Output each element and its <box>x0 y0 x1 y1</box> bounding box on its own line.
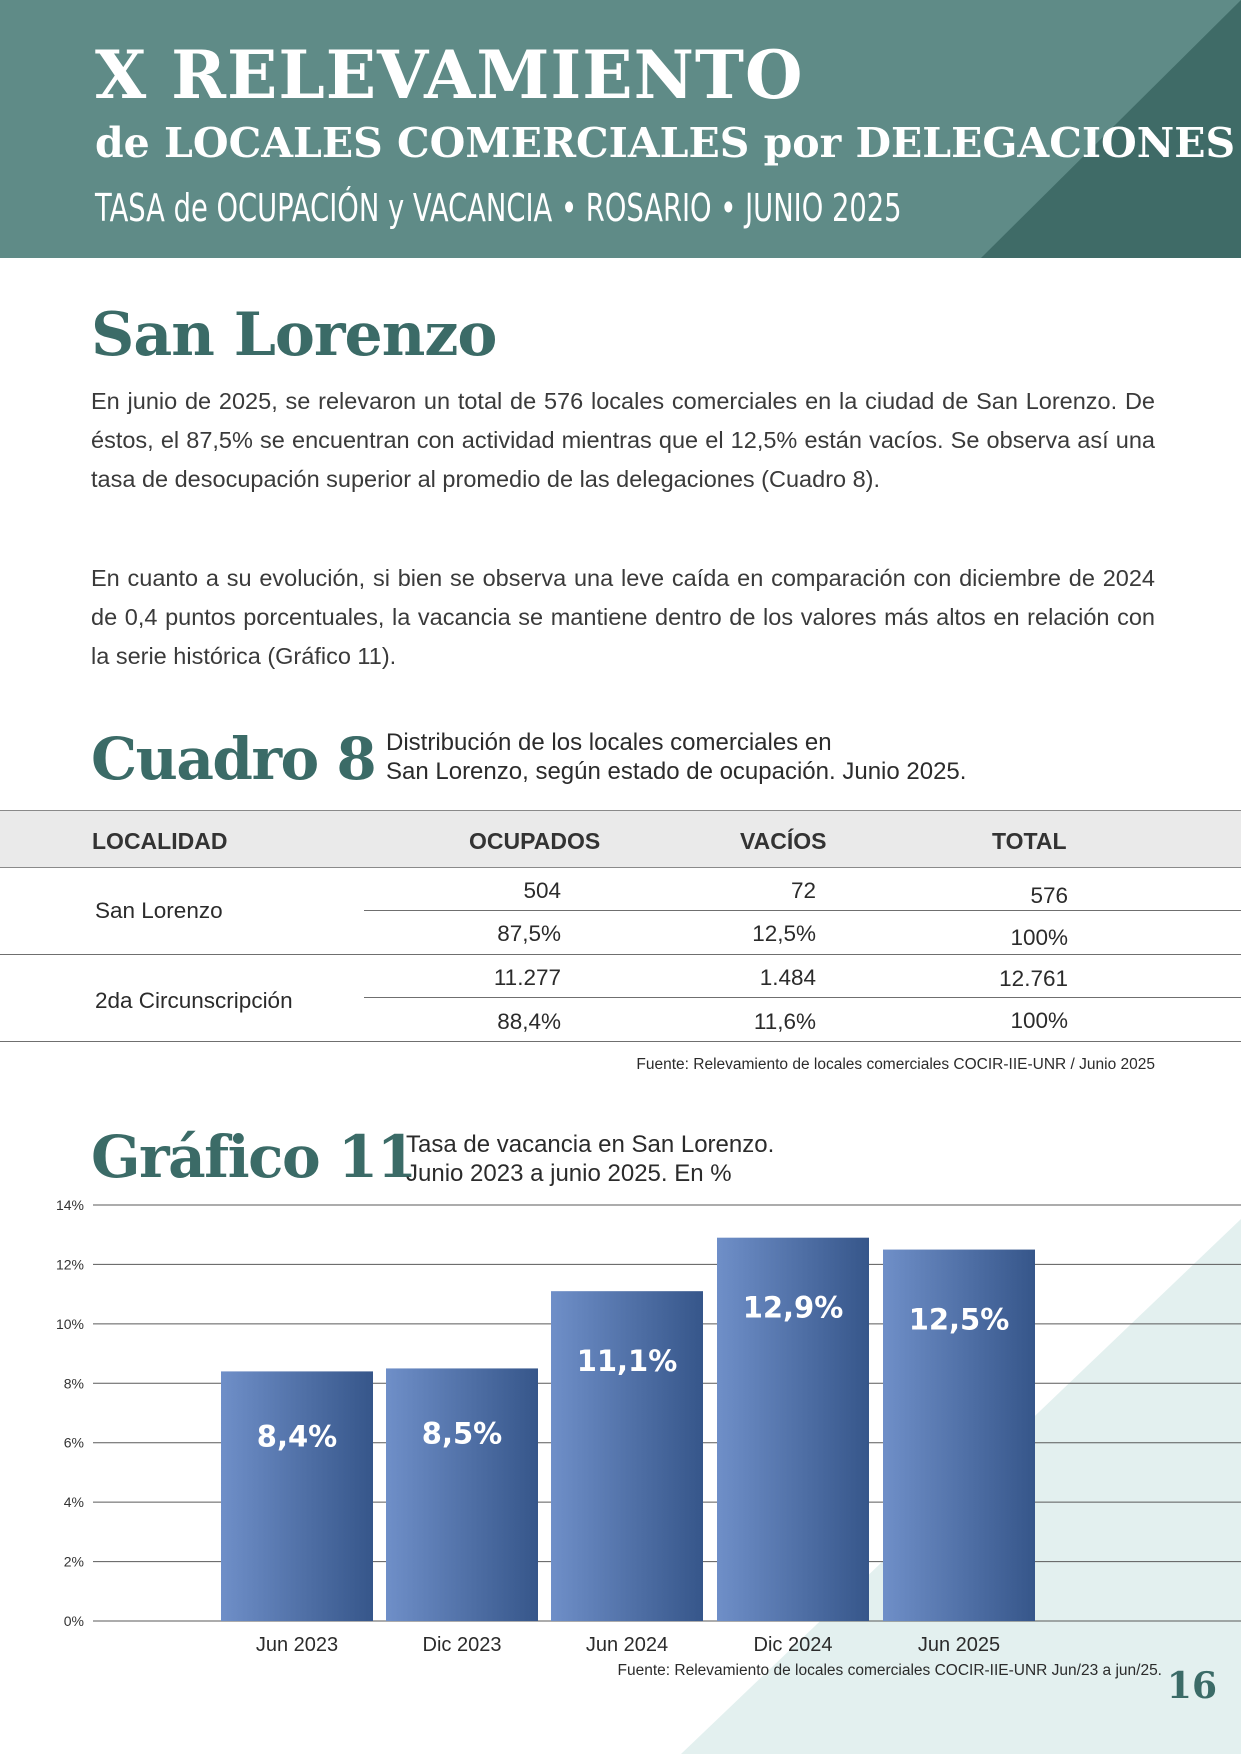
x-tick-label: Jun 2024 <box>585 1634 669 1656</box>
report-subtitle: de LOCALES COMERCIALES por DELEGACIONES <box>95 119 1236 167</box>
cell-ocupados-abs: 11.277 <box>493 965 561 990</box>
cell-vacios-abs: 72 <box>790 878 816 903</box>
cell-total-abs: 12.761 <box>999 966 1068 991</box>
row-separator <box>0 954 1241 955</box>
y-tick-label: 2% <box>63 1553 84 1570</box>
y-tick-label: 6% <box>63 1434 84 1451</box>
y-tick-label: 8% <box>63 1375 84 1392</box>
bar <box>221 1371 373 1621</box>
x-tick-label: Dic 2024 <box>753 1634 833 1656</box>
cell-total-pct: 100% <box>1010 1008 1068 1033</box>
header-band <box>0 0 1241 258</box>
vacancy-bar-chart <box>0 1190 1241 1670</box>
table-source: Fuente: Relevamiento de locales comerciales COCIR-IIE-UNR / Junio 2025 <box>636 1056 1155 1073</box>
col-header-total: TOTAL <box>992 828 1067 854</box>
cell-vacios-pct: 11,6% <box>753 1009 816 1034</box>
cell-total-abs: 576 <box>1030 883 1068 908</box>
cell-vacios-pct: 12,5% <box>752 921 816 946</box>
x-tick-label: Dic 2023 <box>422 1634 502 1656</box>
cell-ocupados-pct: 87,5% <box>497 921 561 946</box>
cell-vacios-abs: 1.484 <box>759 965 816 990</box>
chart-description-line2: Junio 2023 a junio 2025. En % <box>406 1160 732 1187</box>
table-description-line2: San Lorenzo, según estado de ocupación. Junio 2025. <box>386 758 967 785</box>
row-divider <box>364 910 1241 911</box>
chart-label: Gráfico 11 <box>91 1123 416 1191</box>
table-bottom-rule <box>0 1041 1241 1042</box>
y-tick-label: 0% <box>63 1613 84 1629</box>
row-label-2da-circunscripcion: 2da Circunscripción <box>95 988 293 1013</box>
y-tick-label: 12% <box>55 1256 84 1273</box>
bar <box>386 1368 538 1621</box>
chart-description-line1: Tasa de vacancia en San Lorenzo. <box>406 1131 775 1158</box>
col-header-vacios: VACÍOS <box>740 828 827 854</box>
x-tick-label: Jun 2025 <box>917 1634 1001 1656</box>
table-description <box>386 728 966 786</box>
bar-value-label: 8,4% <box>256 1419 338 1454</box>
bar-value-label: 11,1% <box>576 1344 678 1379</box>
chart-source: Fuente: Relevamiento de locales comerciales COCIR-IIE-UNR Jun/23 a jun/25. <box>617 1662 1162 1679</box>
bar <box>551 1291 703 1621</box>
y-tick-label: 10% <box>55 1315 84 1332</box>
paragraph-intro: En junio de 2025, se relevaron un total de 576 locales comerciales en la ciudad de San Lorenzo. De éstos, el 87,5% se encuentran con actividad mientras que el 12,5% están vacíos. Se observa así una tasa de desocupación superior al promedio de las delegaciones (Cuadro 8). <box>91 388 1155 492</box>
table-description-line1: Distribución de los locales comerciales en <box>386 729 832 756</box>
row-label-san-lorenzo: San Lorenzo <box>95 898 223 923</box>
page-number: 16 <box>1166 1665 1217 1707</box>
bar-value-label: 12,9% <box>742 1290 844 1325</box>
report-title: X RELEVAMIENTO <box>95 36 804 114</box>
y-tick-label: 4% <box>63 1494 84 1511</box>
section-title: San Lorenzo <box>91 300 497 370</box>
col-header-localidad: LOCALIDAD <box>92 828 228 854</box>
row-divider <box>364 997 1241 998</box>
table-label: Cuadro 8 <box>91 725 376 793</box>
x-tick-label: Jun 2023 <box>255 1634 339 1656</box>
bar-value-label: 8,5% <box>421 1416 503 1451</box>
y-tick-label: 14% <box>55 1197 84 1213</box>
paragraph-evolution: En cuanto a su evolución, si bien se observa una leve caída en comparación con diciembre de 2024 de 0,4 puntos porcentuales, la vacancia se mantiene dentro de los valores más altos en relación con la serie histórica (Gráfico 11). <box>91 565 1155 669</box>
chart-description <box>406 1130 774 1188</box>
col-header-ocupados: OCUPADOS <box>469 828 601 854</box>
cell-ocupados-pct: 88,4% <box>497 1009 561 1034</box>
chart-bars <box>221 1238 1035 1621</box>
cell-ocupados-abs: 504 <box>523 878 561 903</box>
cell-total-pct: 100% <box>1010 925 1068 950</box>
report-tagline: TASA de OCUPACIÓN y VACANCIA • ROSARIO • JUNIO 2025 <box>95 186 902 230</box>
bar-value-label: 12,5% <box>908 1302 1010 1337</box>
